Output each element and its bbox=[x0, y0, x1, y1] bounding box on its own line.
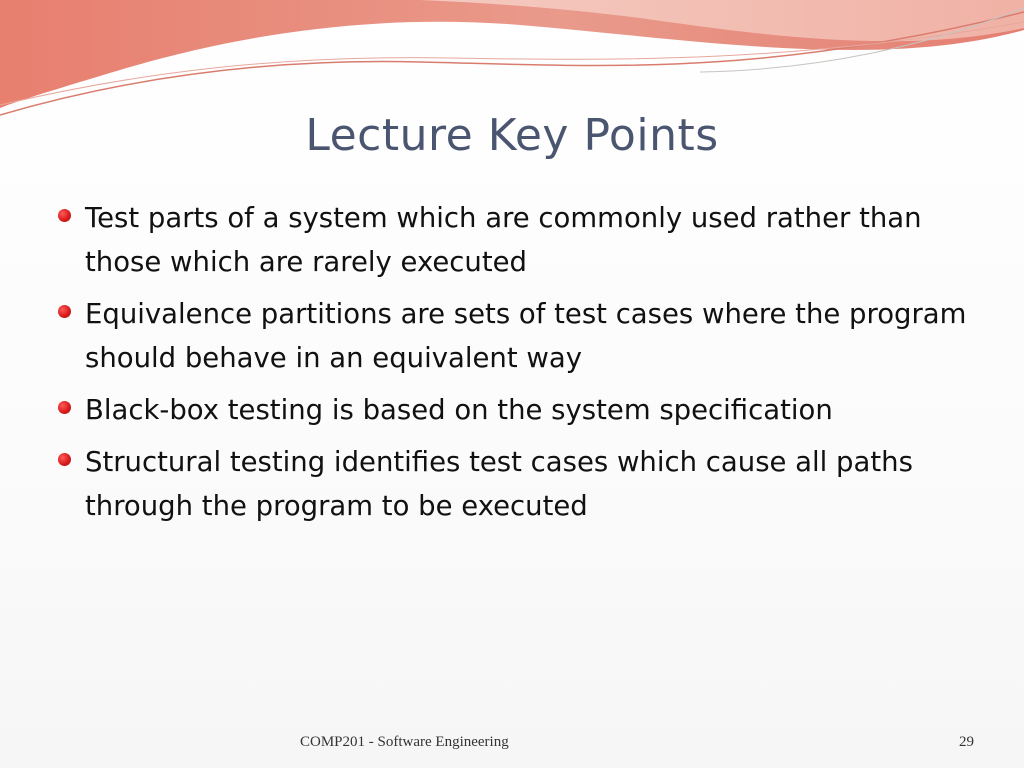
bullet-item bbox=[55, 292, 985, 380]
bullet-dot-icon bbox=[58, 453, 71, 466]
bullet-text: Structural testing identifies test cases which cause all paths through the program to be executed bbox=[85, 446, 913, 522]
bullet-item bbox=[55, 196, 985, 284]
page-number: 29 bbox=[959, 734, 974, 750]
bullet-dot-icon bbox=[58, 209, 71, 222]
bullet-dot-icon bbox=[58, 401, 71, 414]
slide-footer: COMP201 - Software Engineering bbox=[300, 734, 509, 750]
bullet-dot-icon bbox=[58, 305, 71, 318]
bullet-item bbox=[55, 440, 985, 528]
bullet-list bbox=[55, 196, 985, 536]
bullet-text: Black-box testing is based on the system specification bbox=[85, 394, 833, 426]
bullet-text: Test parts of a system which are commonly used rather than those which are rarely executed bbox=[85, 202, 922, 278]
bullet-text: Equivalence partitions are sets of test cases where the program should behave in an equivalent way bbox=[85, 298, 967, 374]
bullet-item bbox=[55, 388, 985, 432]
slide-title: Lecture Key Points bbox=[305, 110, 719, 161]
